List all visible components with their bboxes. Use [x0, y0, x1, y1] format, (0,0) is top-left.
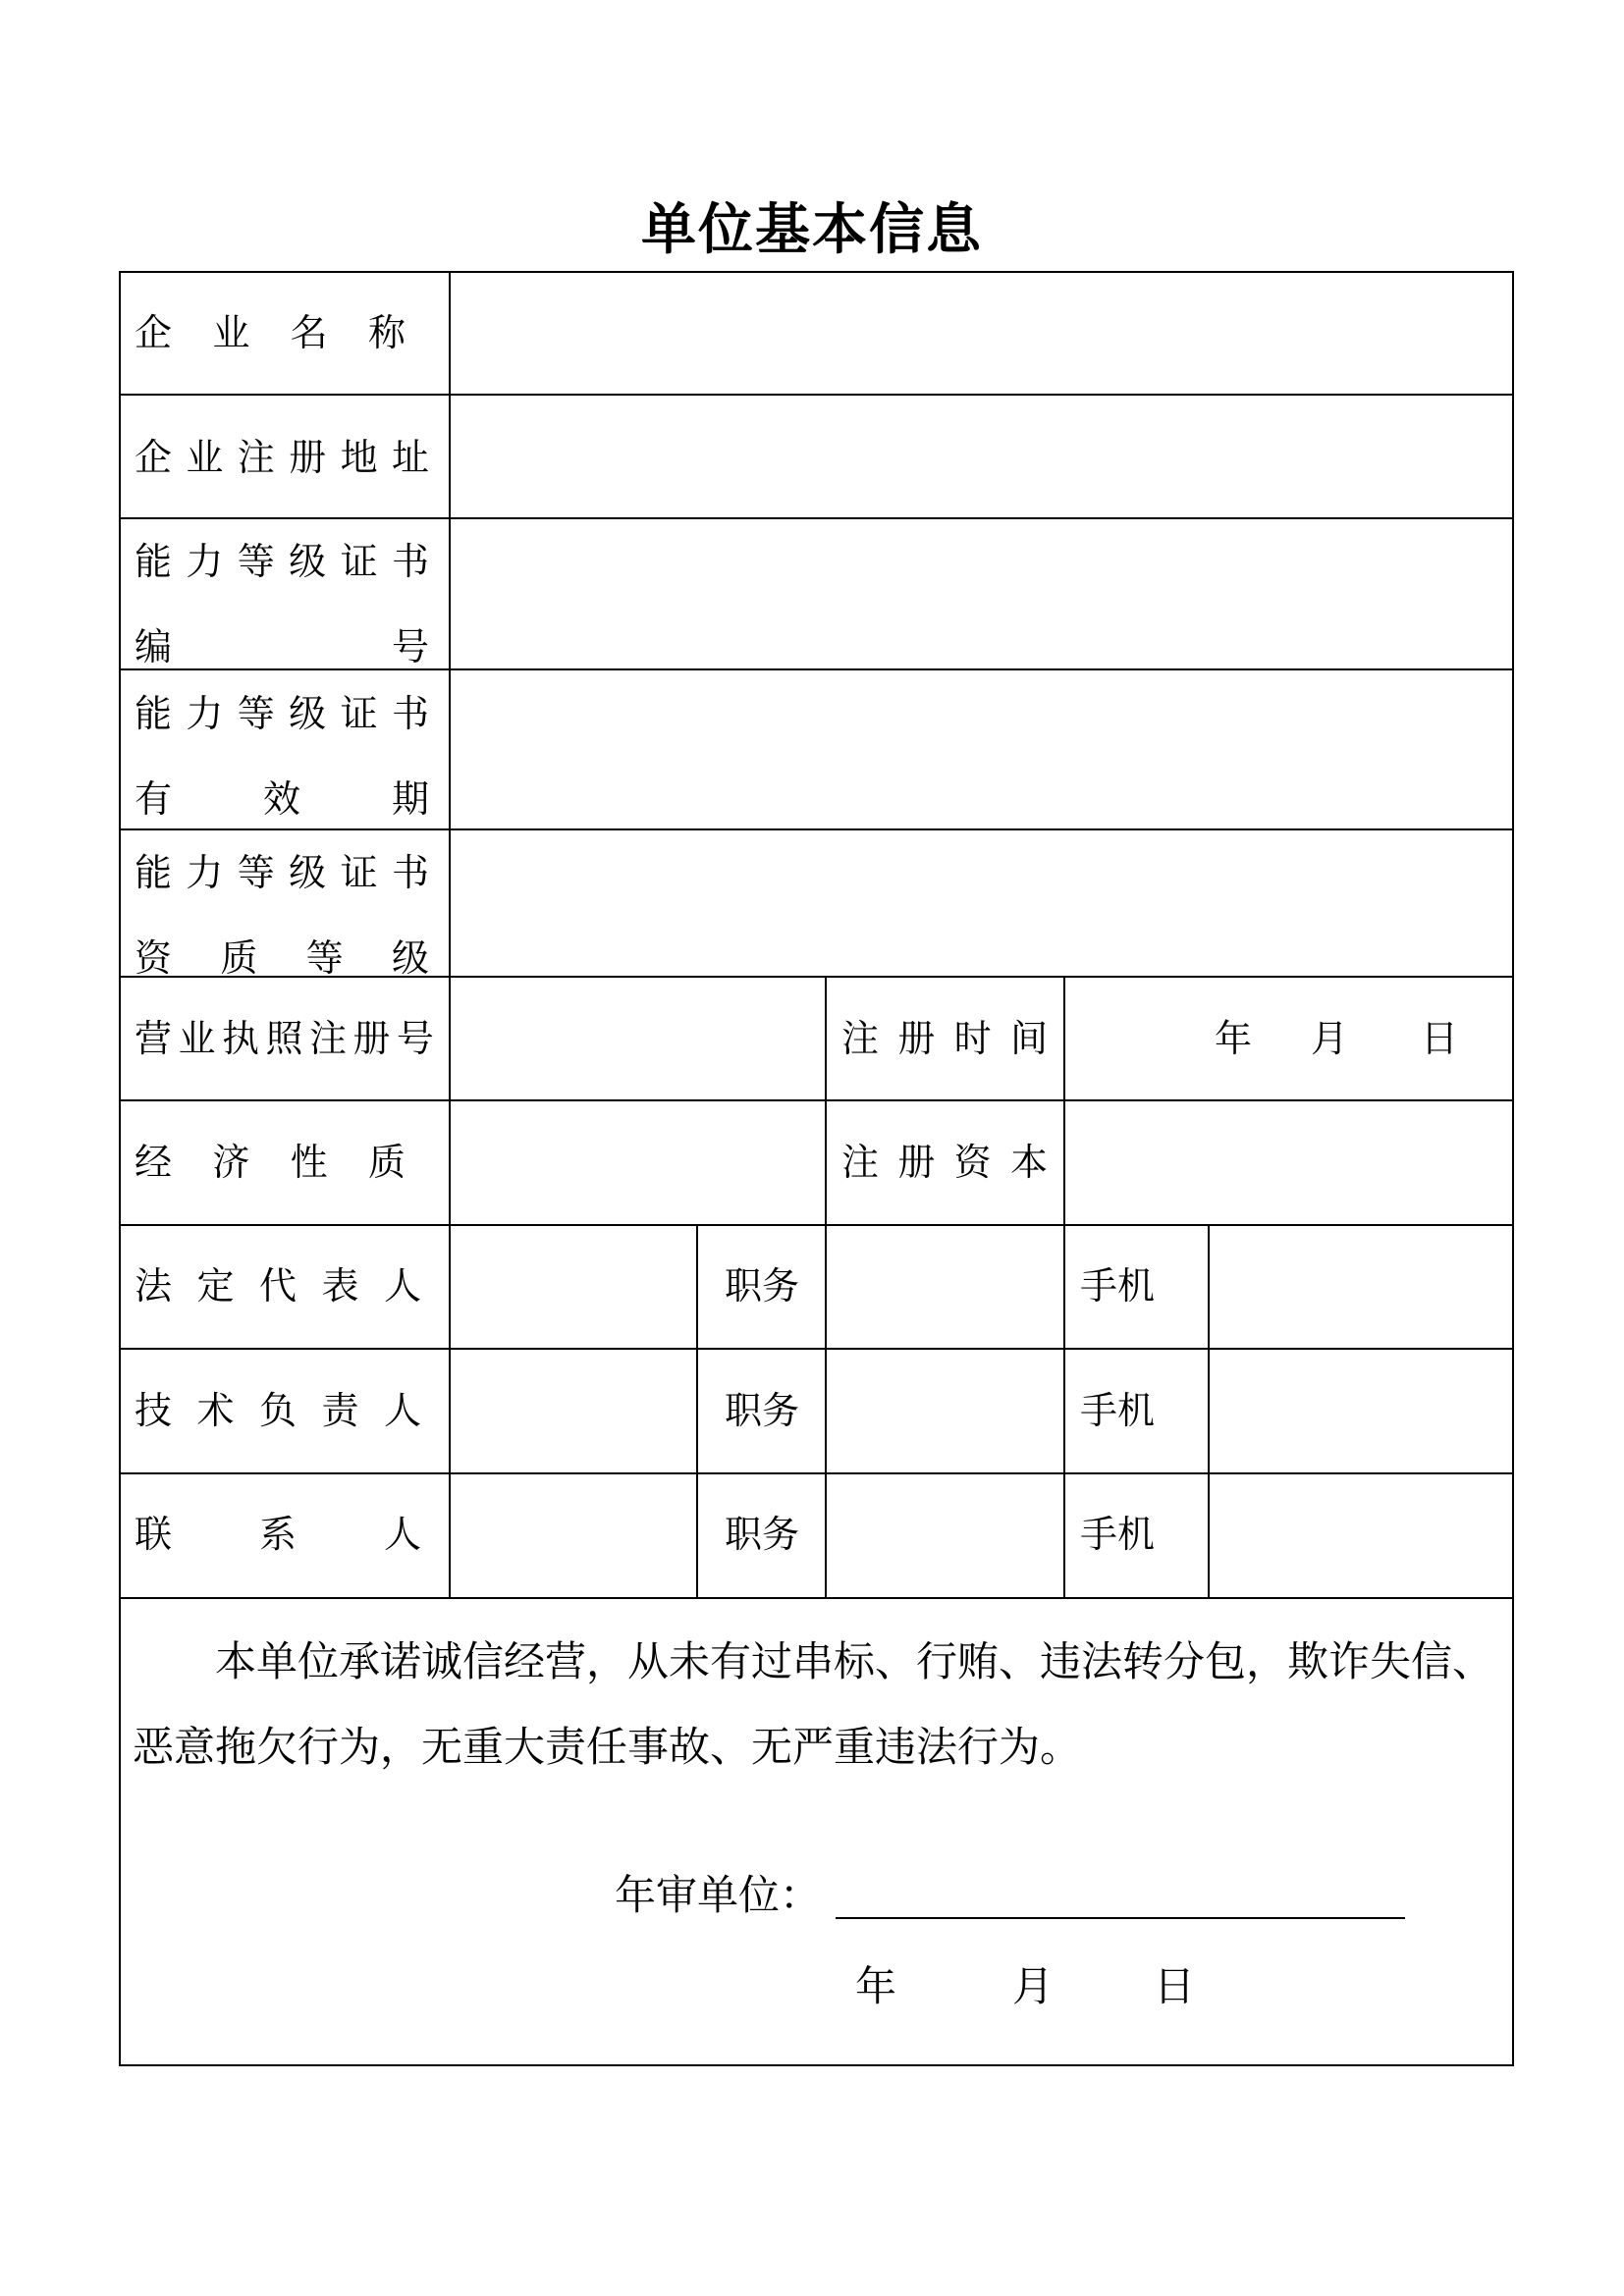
grid-line [119, 271, 1514, 273]
label-cert-no-line1: 能 力 等 级 证 书 [135, 540, 429, 583]
cert-valid-field[interactable] [453, 672, 1512, 828]
cert-level-field[interactable] [453, 832, 1512, 975]
label-cert-level-line2: 资 质 等 级 [135, 936, 429, 980]
license-no-field[interactable] [453, 980, 826, 1098]
label-legal-rep-position: 职务 [725, 1264, 800, 1308]
contact-mobile-field[interactable] [1212, 1476, 1512, 1596]
legal-rep-mobile-field[interactable] [1212, 1228, 1512, 1347]
legal-rep-name-field[interactable] [453, 1228, 697, 1347]
label-cert-level-line1: 能 力 等 级 证 书 [135, 851, 429, 894]
label-cert-no-line2: 编 号 [135, 625, 429, 668]
label-contact: 联 系 人 [135, 1513, 421, 1556]
grid-line [119, 668, 1514, 670]
label-cert-valid-line1: 能 力 等 级 证 书 [135, 692, 429, 735]
grid-line [119, 271, 121, 2066]
sign-date-month: 月 [1012, 1962, 1055, 2010]
label-contact-mobile: 手机 [1080, 1513, 1156, 1556]
reviewer-label: 年审单位： [615, 1871, 822, 1919]
grid-line [119, 1224, 1514, 1226]
label-cert-valid-line2: 有 效 期 [135, 777, 429, 821]
tech-lead-name-field[interactable] [453, 1352, 697, 1471]
integrity-declaration: 本单位承诺诚信经营，从未有过串标、行贿、违法转分包，欺诈失信、恶意拖欠行为，无重大责任事故、无严重违法行为。 [133, 1637, 1494, 1771]
grid-line [119, 2064, 1514, 2066]
sign-date-day: 日 [1154, 1962, 1196, 2010]
contact-position-field[interactable] [829, 1476, 1064, 1596]
label-reg-capital: 注 册 资 本 [841, 1141, 1048, 1184]
company-name-field[interactable] [453, 275, 1512, 393]
grid-line [119, 1099, 1514, 1101]
grid-line [449, 271, 451, 1597]
contact-name-field[interactable] [453, 1476, 697, 1596]
label-license-no: 营 业 执 照 注 册 号 [135, 1017, 434, 1060]
reg-capital-field[interactable] [1067, 1103, 1512, 1223]
cert-no-field[interactable] [453, 521, 1512, 667]
grid-line [119, 1348, 1514, 1350]
label-tech-lead: 技 术 负 责 人 [135, 1389, 421, 1432]
grid-line [119, 517, 1514, 519]
page-title: 单位基本信息 [641, 198, 983, 262]
sign-date-year: 年 [855, 1962, 897, 2010]
registered-address-field[interactable] [453, 398, 1512, 516]
label-company-name: 企 业 名 称 [135, 311, 406, 354]
grid-line [1512, 271, 1514, 2066]
reg-date-day: 日 [1421, 1017, 1459, 1060]
grid-line [1208, 1224, 1210, 1597]
reviewer-signature-line [836, 1917, 1405, 1919]
label-registered-address: 企 业 注 册 地 址 [135, 436, 429, 479]
label-economic-nature: 经 济 性 质 [135, 1141, 406, 1184]
tech-lead-position-field[interactable] [829, 1352, 1064, 1471]
legal-rep-position-field[interactable] [829, 1228, 1064, 1347]
grid-line [119, 394, 1514, 396]
reviewer-field[interactable] [836, 1863, 1409, 1916]
reg-date-month: 月 [1311, 1017, 1349, 1060]
label-tech-lead-mobile: 手机 [1080, 1389, 1156, 1432]
label-legal-rep-mobile: 手机 [1080, 1264, 1156, 1308]
label-reg-time: 注 册 时 间 [841, 1017, 1048, 1060]
company-info-form [119, 271, 1514, 2066]
grid-line [119, 1472, 1514, 1474]
reg-date-year: 年 [1215, 1017, 1253, 1060]
label-legal-rep: 法 定 代 表 人 [135, 1264, 421, 1308]
label-contact-position: 职务 [725, 1513, 800, 1556]
label-tech-lead-position: 职务 [725, 1389, 800, 1432]
economic-nature-field[interactable] [453, 1103, 826, 1223]
grid-line [119, 1597, 1514, 1599]
tech-lead-mobile-field[interactable] [1212, 1352, 1512, 1471]
grid-line [119, 828, 1514, 830]
